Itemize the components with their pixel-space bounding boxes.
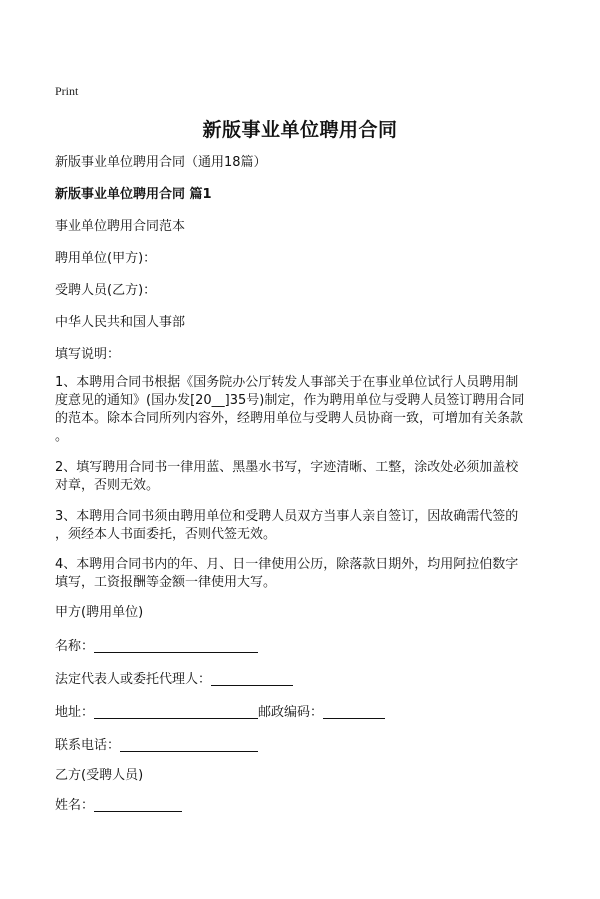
instruction-1-row-1: 1、本聘用合同书根据《国务院办公厅转发人事部关于在事业单位试行人员聘用制 xyxy=(55,375,519,390)
instruction-2-row-1: 2、填写聘用合同书一律用蓝、黑墨水书写，字迹清晰、工整，涂改处必须加盖校 xyxy=(55,460,519,475)
address-blank xyxy=(94,704,258,719)
legal-rep-label: 法定代表人或委托代理人： xyxy=(55,672,212,687)
instruction-3-row-2: ，须经本人书面委托，否则代签无效。 xyxy=(55,527,277,542)
instruction-paragraph-2 xyxy=(55,459,555,495)
instruction-4-row-1: 4、本聘用合同书内的年、月、日一律使用公历，除落款日期外，均用阿拉伯数字 xyxy=(55,557,519,572)
instruction-1-row-4: 。 xyxy=(55,429,69,444)
name-label: 名称： xyxy=(55,639,95,654)
phone-label: 联系电话： xyxy=(55,738,121,753)
phone-field-row xyxy=(55,736,555,756)
section-heading: 新版事业单位聘用合同 篇1 xyxy=(55,187,212,202)
instructions-heading: 填写说明： xyxy=(55,347,121,362)
instruction-paragraph-1 xyxy=(55,374,555,446)
person-name-label: 姓名： xyxy=(55,798,95,813)
postcode-blank xyxy=(323,704,385,719)
instruction-paragraph-3 xyxy=(55,508,555,544)
party-b-line: 受聘人员(乙方)： xyxy=(55,283,157,298)
phone-blank xyxy=(120,737,258,752)
person-name-blank xyxy=(94,797,182,812)
person-name-field-row xyxy=(55,796,555,816)
address-field-row xyxy=(55,703,555,723)
legal-rep-field-row xyxy=(55,670,555,690)
instruction-1-row-3: 的范本。除本合同所列内容外，经聘用单位与受聘人员协商一致，可增加有关条款 xyxy=(55,411,524,426)
party-b-heading: 乙方(受聘人员) xyxy=(55,768,144,783)
instruction-4-row-2: 填写，工资报酬等金额一律使用大写。 xyxy=(55,575,277,590)
party-a-line: 聘用单位(甲方)： xyxy=(55,251,157,266)
name-blank xyxy=(94,638,258,653)
legal-rep-blank xyxy=(211,671,293,686)
postcode-label: 邮政编码： xyxy=(258,705,324,720)
document-subtitle: 新版事业单位聘用合同（通用18篇） xyxy=(55,155,267,170)
contract-template-line: 事业单位聘用合同范本 xyxy=(55,219,186,234)
ministry-line: 中华人民共和国人事部 xyxy=(55,315,186,330)
party-a-heading: 甲方(聘用单位) xyxy=(55,605,144,620)
instruction-2-row-2: 对章，否则无效。 xyxy=(55,478,160,493)
name-field-row xyxy=(55,637,555,657)
address-label: 地址： xyxy=(55,705,95,720)
print-link[interactable]: Print xyxy=(55,84,79,98)
instruction-1-row-2: 度意见的通知》(国办发[20__]35号)制定，作为聘用单位与受聘人员签订聘用合同 xyxy=(55,393,525,408)
instruction-paragraph-4 xyxy=(55,556,555,592)
instruction-3-row-1: 3、本聘用合同书须由聘用单位和受聘人员双方当事人亲自签订，因故确需代签的 xyxy=(55,509,519,524)
document-title: 新版事业单位聘用合同 xyxy=(202,119,398,141)
